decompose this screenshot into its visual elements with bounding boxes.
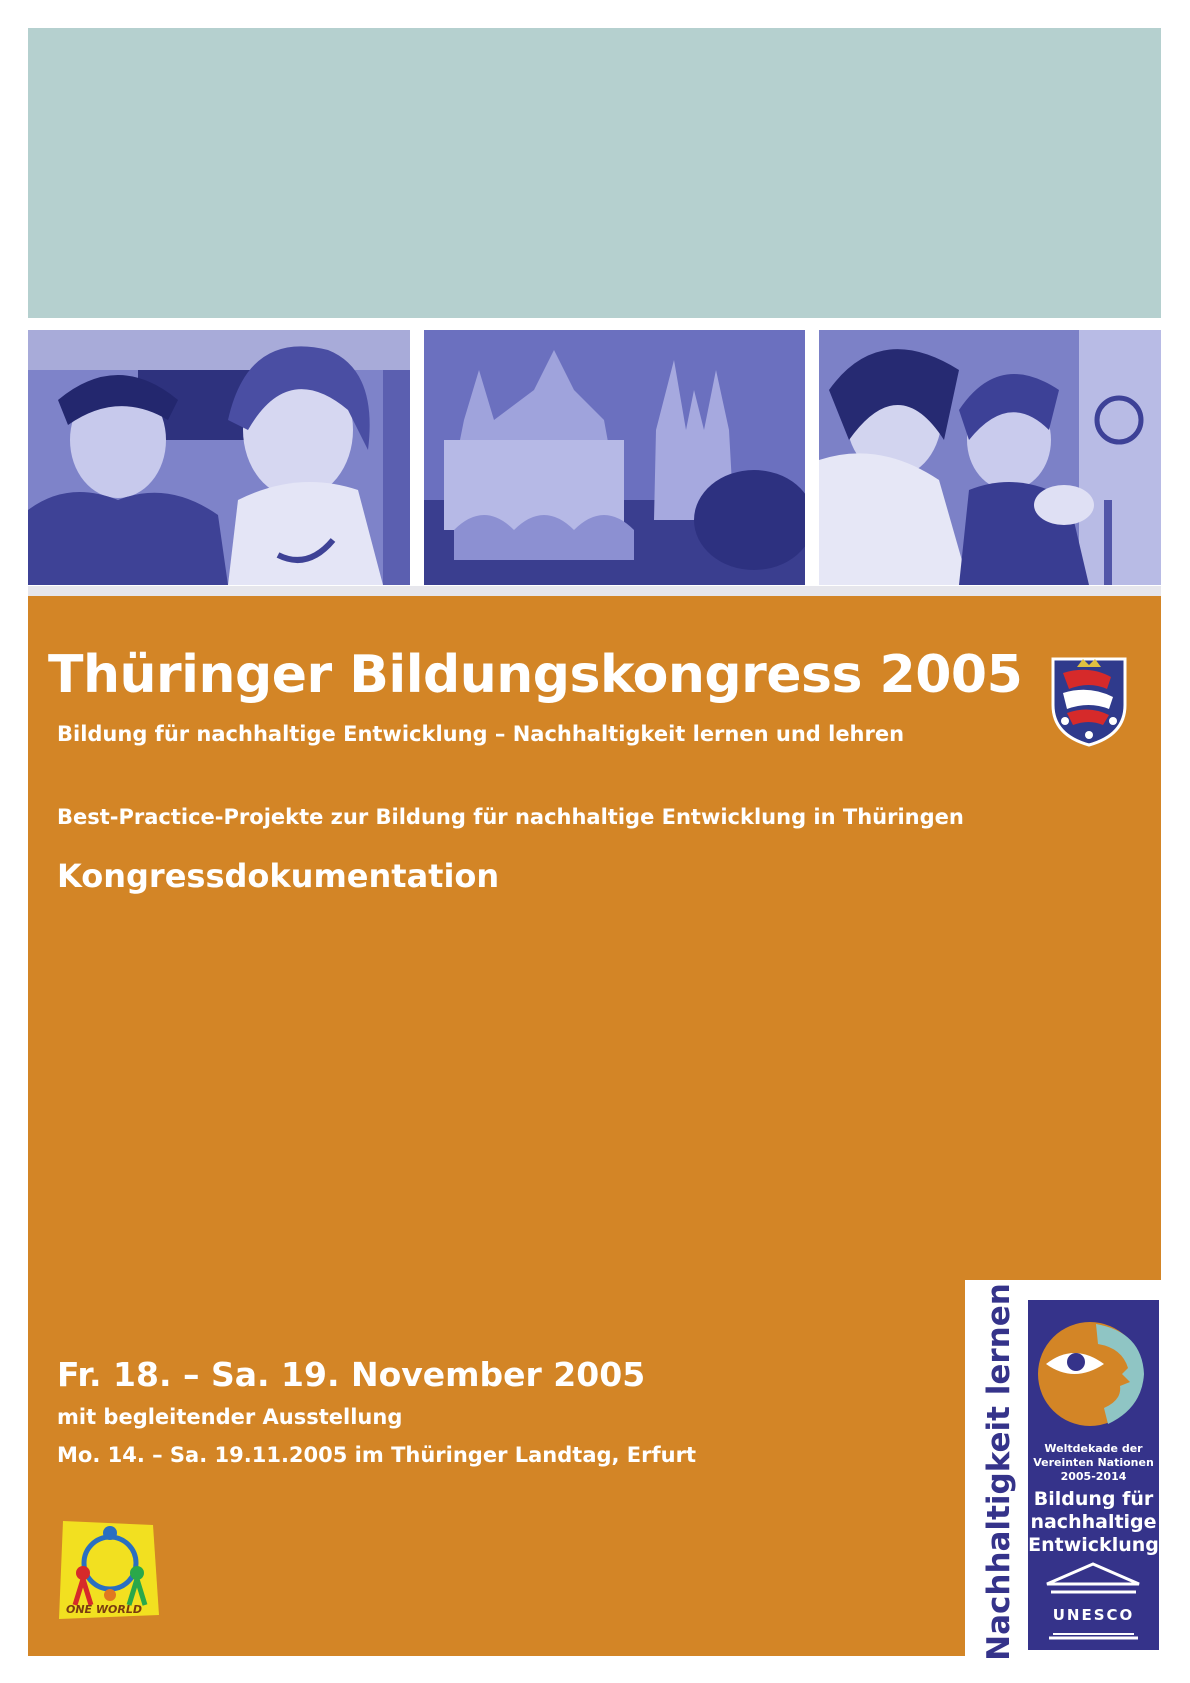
page-subtitle: Bildung für nachhaltige Entwicklung – Nachhaltigkeit lernen und lehren (57, 722, 905, 746)
face-eye-icon (1038, 1312, 1149, 1435)
best-practice-line: Best-Practice-Projekte zur Bildung für nachhaltige Entwicklung in Thüringen (57, 805, 964, 829)
divider-strip (28, 586, 1161, 596)
unesco-decade-line: Vereinten Nationen (1033, 1456, 1154, 1469)
photo-children-working (819, 330, 1161, 585)
unesco-decade-line: 2005-2014 (1060, 1470, 1127, 1483)
photo-erfurt-cathedral (424, 330, 805, 585)
vertical-slogan-wrap (975, 1283, 1023, 1661)
unesco-bildung-line: Entwicklung (1028, 1534, 1159, 1556)
thuringia-coat-of-arms (1049, 655, 1129, 747)
unesco-bildung-line: Bildung für (1033, 1488, 1154, 1510)
one-world-label: ONE WORLD (66, 1603, 142, 1616)
unesco-temple-icon (1045, 1562, 1142, 1642)
unesco-bildung-line: nachhaltige (1030, 1511, 1157, 1533)
event-dates: Fr. 18. – Sa. 19. November 2005 (57, 1355, 646, 1394)
top-color-band (28, 28, 1161, 318)
exhibition-intro: mit begleitender Ausstellung (57, 1405, 403, 1429)
document-type: Kongressdokumentation (57, 857, 500, 895)
exhibition-dates: Mo. 14. – Sa. 19.11.2005 im Thüringer Landtag, Erfurt (57, 1443, 696, 1467)
unesco-decade-line: Weltdekade der (1044, 1442, 1143, 1455)
unesco-bildung-text (1028, 1488, 1159, 1557)
photo-children-portrait (28, 330, 410, 585)
page-title: Thüringer Bildungskongress 2005 (48, 645, 1023, 705)
vertical-slogan: Nachhaltigkeit lernen (981, 1283, 1017, 1661)
unesco-label: UNESCO (1052, 1606, 1135, 1624)
unesco-decade-text (1028, 1442, 1159, 1484)
unesco-decade-logo (1028, 1300, 1159, 1650)
